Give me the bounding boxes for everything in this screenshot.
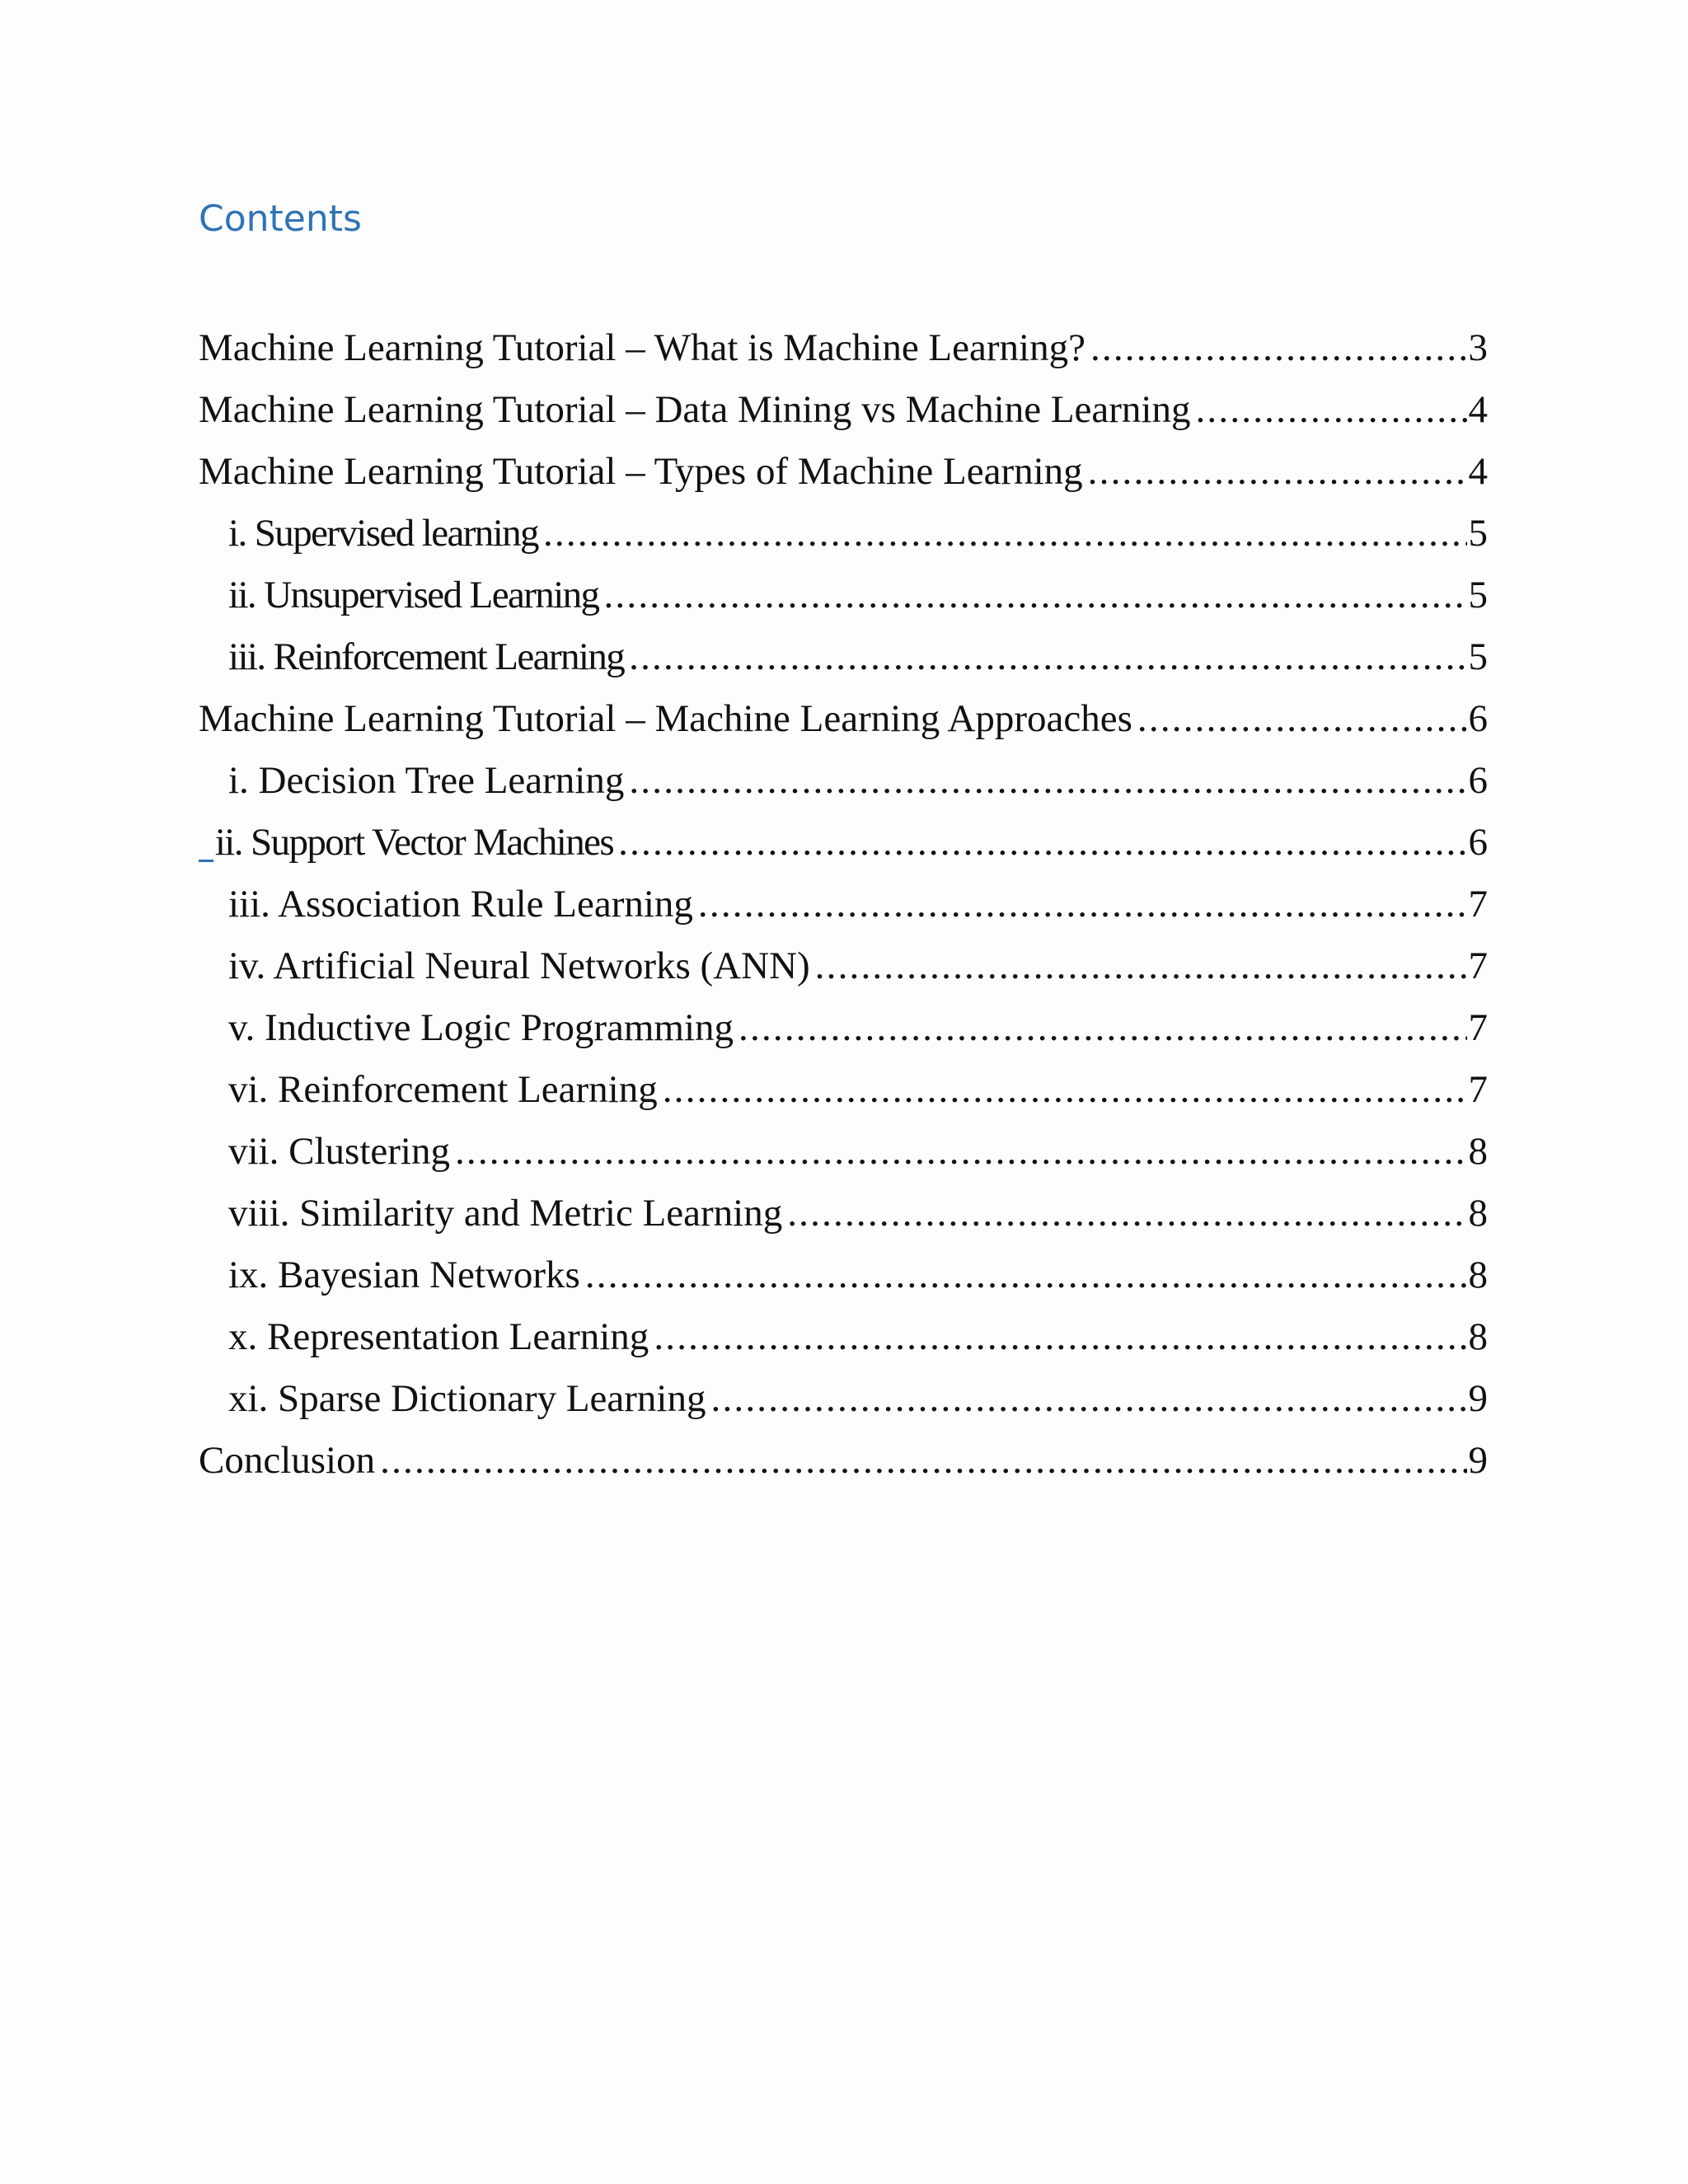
toc-entry-page: 6 — [1468, 697, 1488, 740]
toc-entry-page: 8 — [1468, 1130, 1488, 1173]
toc-entry-page: 4 — [1468, 388, 1488, 431]
toc-subentry[interactable] — [199, 1244, 1488, 1306]
toc-entry[interactable] — [199, 688, 1488, 750]
toc-entry-page: 9 — [1468, 1377, 1488, 1420]
toc-entry-page: 3 — [1468, 326, 1488, 369]
toc-entry-label: x. Representation Learning — [228, 1315, 649, 1358]
toc-subentry[interactable] — [199, 1368, 1488, 1430]
toc-entry-page: 5 — [1468, 512, 1488, 555]
toc-subentry[interactable] — [199, 1121, 1488, 1183]
toc-entry-label: v. Inductive Logic Programming — [228, 1006, 734, 1049]
tab-marker — [199, 860, 213, 862]
toc-entry-label: Conclusion — [199, 1439, 376, 1482]
toc-entry-label: i. Supervised learning — [228, 512, 538, 555]
toc-entry-label: Machine Learning Tutorial – Machine Learning Approaches — [199, 697, 1132, 740]
toc-entry-page: 8 — [1468, 1254, 1488, 1296]
toc-entry-page: 8 — [1468, 1315, 1488, 1358]
toc-entry-label: ii. Support Vector Machines — [214, 821, 614, 864]
toc-subentry[interactable] — [199, 935, 1488, 997]
toc-entry-page: 7 — [1468, 1068, 1488, 1111]
dot-leader — [455, 1121, 1467, 1183]
toc-entry-page: 5 — [1468, 635, 1488, 678]
toc-subentry[interactable] — [199, 997, 1488, 1059]
toc-subentry[interactable] — [199, 1183, 1488, 1244]
dot-leader — [663, 1059, 1467, 1121]
toc-entry-page: 7 — [1468, 883, 1488, 926]
dot-leader — [711, 1368, 1467, 1430]
toc-entry-label: iii. Association Rule Learning — [228, 883, 693, 926]
dot-leader — [698, 874, 1467, 935]
toc-entry[interactable] — [199, 441, 1488, 503]
toc-entry-label: i. Decision Tree Learning — [228, 759, 625, 802]
toc-entry-label: Machine Learning Tutorial – What is Machine Learning? — [199, 326, 1085, 369]
toc-entry[interactable] — [199, 317, 1488, 379]
toc-subentry[interactable] — [199, 1306, 1488, 1368]
toc-entry-label: Machine Learning Tutorial – Data Mining vs Machine Learning — [199, 388, 1191, 431]
toc-subentry[interactable] — [199, 626, 1488, 688]
dot-leader — [585, 1244, 1467, 1306]
toc-entry-label: xi. Sparse Dictionary Learning — [228, 1377, 706, 1420]
toc-entry-label: iii. Reinforcement Learning — [228, 635, 625, 678]
dot-leader — [543, 503, 1467, 565]
toc-entry[interactable] — [199, 1430, 1488, 1492]
toc-entry-page: 8 — [1468, 1192, 1488, 1235]
dot-leader — [1137, 688, 1467, 750]
dot-leader — [629, 626, 1466, 688]
toc-entry-label: Machine Learning Tutorial – Types of Machine Learning — [199, 450, 1083, 493]
dot-leader — [380, 1430, 1466, 1492]
toc-subentry[interactable] — [199, 874, 1488, 935]
toc-subentry[interactable] — [199, 565, 1488, 626]
toc-heading: Contents — [199, 198, 362, 240]
toc-subentry[interactable] — [199, 750, 1488, 812]
toc-subentry[interactable] — [199, 1059, 1488, 1121]
toc-entry-page: 5 — [1468, 574, 1488, 616]
dot-leader — [1195, 379, 1466, 441]
toc-entry-label: vi. Reinforcement Learning — [228, 1068, 658, 1111]
toc-entry-label: vii. Clustering — [228, 1130, 450, 1173]
dot-leader — [1090, 317, 1467, 379]
toc-entry-page: 9 — [1468, 1439, 1488, 1482]
table-of-contents — [199, 317, 1488, 1492]
toc-entry-page: 4 — [1468, 450, 1488, 493]
toc-entry-page: 6 — [1468, 821, 1488, 864]
dot-leader — [815, 935, 1467, 997]
dot-leader — [787, 1183, 1466, 1244]
dot-leader — [654, 1306, 1466, 1368]
toc-subentry[interactable] — [199, 503, 1488, 565]
toc-entry-page: 7 — [1468, 1006, 1488, 1049]
toc-entry[interactable] — [199, 379, 1488, 441]
dot-leader — [629, 750, 1466, 812]
toc-entry-label: ix. Bayesian Networks — [228, 1254, 580, 1296]
dot-leader — [618, 812, 1466, 874]
dot-leader — [603, 565, 1466, 626]
toc-subentry[interactable] — [199, 812, 1488, 874]
toc-entry-label: iv. Artificial Neural Networks (ANN) — [228, 944, 810, 987]
toc-entry-page: 6 — [1468, 759, 1488, 802]
dot-leader — [738, 997, 1466, 1059]
toc-entry-label: ii. Unsupervised Learning — [228, 574, 599, 616]
dot-leader — [1088, 441, 1467, 503]
toc-entry-label: viii. Similarity and Metric Learning — [228, 1192, 783, 1235]
toc-entry-page: 7 — [1468, 944, 1488, 987]
